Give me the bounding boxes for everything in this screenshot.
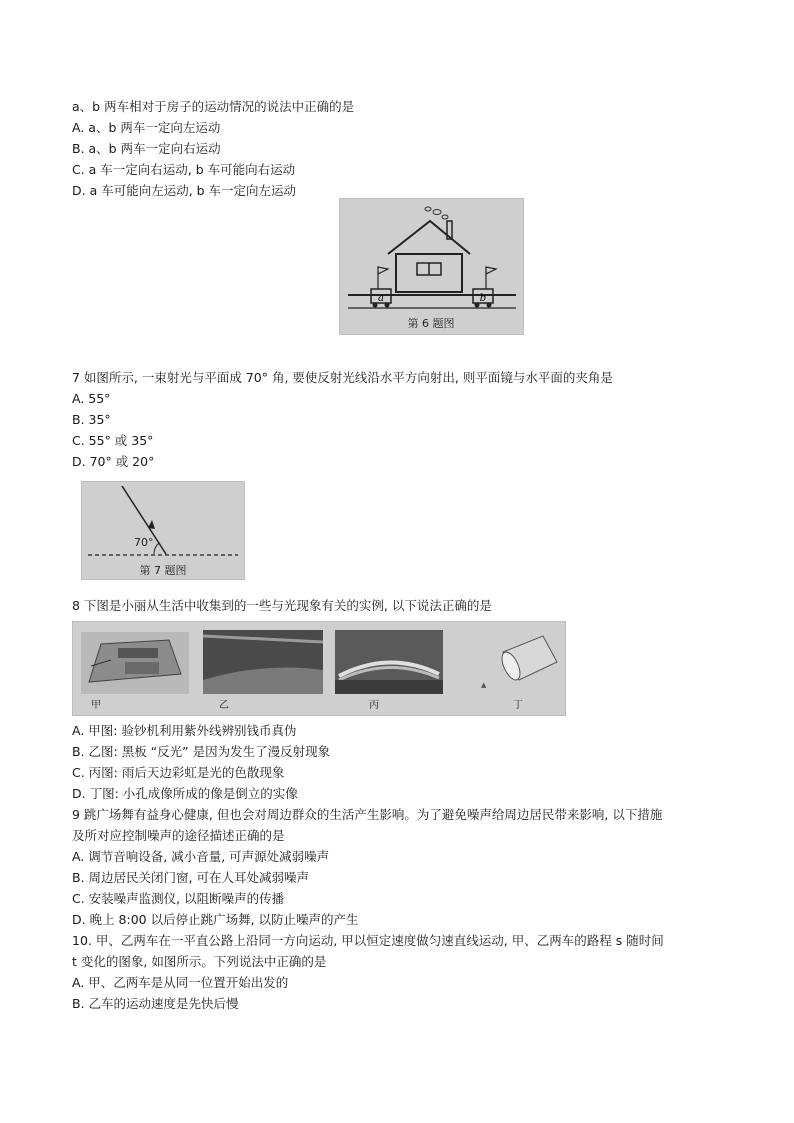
light-ray-illustration bbox=[82, 482, 244, 579]
car-a-label: a bbox=[378, 293, 384, 304]
q10-option-b: B. 乙车的运动速度是先快后慢 bbox=[72, 996, 239, 1011]
q9-option-c: C. 安装噪声监测仪, 以阻断噪声的传播 bbox=[72, 891, 285, 906]
q9-option-a: A. 调节音响设备, 减小音量, 可声源处减弱噪声 bbox=[72, 849, 330, 864]
q7-stem: 7 如图所示, 一束射光与平面成 70° 角, 要使反射光线沿水平方向射出, 则平面镜与水平面的夹角是 bbox=[72, 370, 613, 385]
q6-stem: a、b 两车相对于房子的运动情况的说法中正确的是 bbox=[72, 99, 355, 114]
q6-option-b: B. a、b 两车一定向右运动 bbox=[72, 141, 221, 156]
q8-option-a: A. 甲图: 验钞机利用紫外线辨别钱币真伪 bbox=[72, 723, 297, 738]
q8-label-ding: 丁 bbox=[513, 700, 523, 711]
q8-label-yi: 乙 bbox=[219, 700, 229, 711]
q10-option-a: A. 甲、乙两车是从同一位置开始出发的 bbox=[72, 975, 289, 990]
q6-option-c: C. a 车一定向右运动, b 车可能向右运动 bbox=[72, 162, 296, 177]
q9-option-d: D. 晚上 8:00 以后停止跳广场舞, 以防止噪声的产生 bbox=[72, 912, 359, 927]
q7-angle-label: 70° bbox=[134, 536, 154, 549]
q9-stem-line1: 9 跳广场舞有益身心健康, 但也会对周边群众的生活产生影响。为了避免噪声给周边居民带来影响, 以下措施 bbox=[72, 807, 663, 822]
q6-figure-caption: 第 6 题图 bbox=[407, 317, 455, 330]
q8-option-b: B. 乙图: 黑板 “反光” 是因为发生了漫反射现象 bbox=[72, 744, 331, 759]
light-phenomena-photos bbox=[73, 622, 565, 715]
q8-option-d: D. 丁图: 小孔成像所成的像是倒立的实像 bbox=[72, 786, 298, 801]
q6-option-d: D. a 车可能向左运动, b 车一定向左运动 bbox=[72, 183, 297, 198]
q9-option-b: B. 周边居民关闭门窗, 可在人耳处减弱噪声 bbox=[72, 870, 309, 885]
q8-label-bing: 丙 bbox=[369, 700, 379, 711]
q8-label-jia: 甲 bbox=[91, 700, 101, 711]
q7-option-a: A. 55° bbox=[72, 391, 111, 406]
q7-figure bbox=[81, 481, 245, 580]
q10-stem-line2: t 变化的图象, 如图所示。下列说法中正确的是 bbox=[72, 954, 327, 969]
car-b-label: b bbox=[479, 293, 487, 304]
q6-option-a: A. a、b 两车一定向左运动 bbox=[72, 120, 221, 135]
q10-stem-line1: 10. 甲、乙两车在一平直公路上沿同一方向运动, 甲以恒定速度做匀速直线运动, 甲、乙两车的路程 s 随时间 bbox=[72, 933, 664, 948]
q7-option-d: D. 70° 或 20° bbox=[72, 454, 155, 469]
q9-stem-line2: 及所对应控制噪声的途径描述正确的是 bbox=[72, 828, 285, 843]
q8-option-c: C. 丙图: 雨后天边彩虹是光的色散现象 bbox=[72, 765, 285, 780]
q7-figure-caption: 第 7 题图 bbox=[139, 564, 187, 577]
svg-text:▲: ▲ bbox=[481, 681, 487, 689]
q8-figure bbox=[72, 621, 566, 716]
q7-option-c: C. 55° 或 35° bbox=[72, 433, 154, 448]
q7-option-b: B. 35° bbox=[72, 412, 111, 427]
house-cars-illustration bbox=[340, 199, 523, 334]
q8-stem: 8 下图是小丽从生活中收集到的一些与光现象有关的实例, 以下说法正确的是 bbox=[72, 598, 492, 613]
q6-figure bbox=[339, 198, 524, 335]
